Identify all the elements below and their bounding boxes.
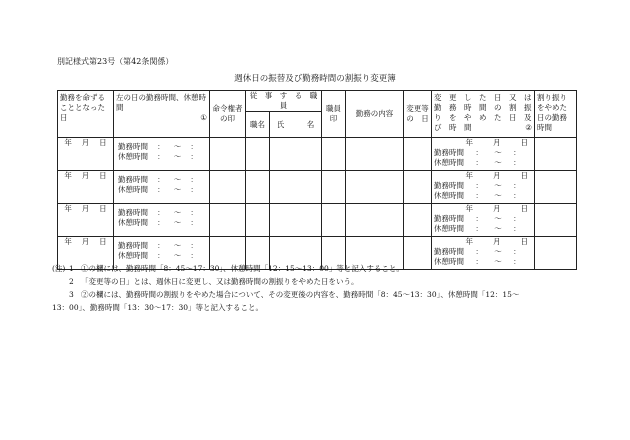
staff-seal-cell[interactable] xyxy=(322,138,346,171)
rest-time-label: 休憩時間 xyxy=(434,191,464,200)
tilde: 〜 xyxy=(494,257,502,266)
ymd-line xyxy=(434,237,532,247)
table-row xyxy=(58,138,577,171)
colon: ： xyxy=(513,247,521,256)
header-staff: 従 事 す る 職 員 xyxy=(246,91,322,112)
colon-sep: ： xyxy=(157,218,165,227)
staff-title-cell[interactable] xyxy=(246,171,270,204)
change-date-cell[interactable] xyxy=(404,138,432,171)
month-label: 月 xyxy=(493,171,501,180)
note-2-number: 2 xyxy=(69,277,74,286)
colon: ： xyxy=(190,208,198,217)
colon-sep: ： xyxy=(157,208,165,217)
rest-time-label: 休憩時間 xyxy=(434,158,464,167)
work-time-line xyxy=(118,142,207,152)
change-date-cell[interactable] xyxy=(404,204,432,237)
work-content-cell[interactable] xyxy=(346,171,404,204)
assigned-date-cell[interactable] xyxy=(58,138,114,171)
work-time-label: 勤務時間 xyxy=(434,247,464,256)
date-placeholder: 年 月 日 xyxy=(64,204,107,213)
colon: ： xyxy=(513,214,521,223)
note-1-number: 1 xyxy=(69,264,74,273)
tilde: 〜 xyxy=(173,152,182,161)
tilde: 〜 xyxy=(494,224,502,233)
year-label: 年 xyxy=(465,138,473,147)
tilde: 〜 xyxy=(173,185,182,194)
day-label: 日 xyxy=(520,171,528,180)
colon: ： xyxy=(190,142,198,151)
work-time-label: 勤務時間 xyxy=(434,148,464,157)
rest-time-label: 休憩時間 xyxy=(118,152,148,161)
work-time-label: 勤務時間 xyxy=(118,142,148,151)
header-staff-name: 氏 名 xyxy=(270,112,322,138)
staff-name-cell[interactable] xyxy=(270,204,322,237)
work-time-label: 勤務時間 xyxy=(118,241,148,250)
work-time-line xyxy=(118,241,207,251)
colon-sep: ： xyxy=(475,181,483,190)
rest-time-line xyxy=(118,185,207,195)
month-label: 月 xyxy=(493,237,501,246)
work-time-label: 勤務時間 xyxy=(118,175,148,184)
assigned-date-cell[interactable] xyxy=(58,171,114,204)
header-changed-day-label: 変 更 し た 日 又 は 勤 務 時 間 の 割 振 り を や め た 日 及 び 時 間 xyxy=(434,93,539,132)
staff-name-cell[interactable] xyxy=(270,171,322,204)
tilde: 〜 xyxy=(494,214,502,223)
colon-sep: ： xyxy=(157,251,165,260)
colon-sep: ： xyxy=(475,247,483,256)
tilde: 〜 xyxy=(173,241,182,250)
rest-time-line xyxy=(118,251,207,261)
mark-1: ① xyxy=(200,113,207,122)
changed-day-cell[interactable] xyxy=(432,204,535,237)
colon-sep: ： xyxy=(157,152,165,161)
work-content-cell[interactable] xyxy=(346,204,404,237)
header-canceled-hours: 割り振りをやめた日の勤務時間 xyxy=(535,91,577,138)
note-1-text: ①の欄には、勤務時間「8：45〜17：30」、休憩時間「12：15〜13：00」等と記入すること。 xyxy=(81,264,404,273)
header-assigned-day: 勤務を命ずることとなった日 xyxy=(58,91,114,138)
day-label: 日 xyxy=(520,237,528,246)
authority-seal-cell[interactable] xyxy=(210,204,246,237)
rest-time-label: 休憩時間 xyxy=(118,251,148,260)
tilde: 〜 xyxy=(173,218,182,227)
header-work-content: 勤務の内容 xyxy=(346,91,404,138)
work-time-label: 勤務時間 xyxy=(434,214,464,223)
colon-sep: ： xyxy=(157,185,165,194)
year-label: 年 xyxy=(465,237,473,246)
year-label: 年 xyxy=(465,171,473,180)
tilde: 〜 xyxy=(494,181,502,190)
year-label: 年 xyxy=(465,204,473,213)
month-label: 月 xyxy=(493,204,501,213)
changed-day-cell[interactable] xyxy=(432,171,535,204)
authority-seal-cell[interactable] xyxy=(210,171,246,204)
notes xyxy=(52,262,592,314)
header-staff-title: 職名 xyxy=(246,112,270,138)
colon-sep: ： xyxy=(475,191,483,200)
tilde: 〜 xyxy=(173,208,182,217)
canceled-hours-cell[interactable] xyxy=(535,171,577,204)
canceled-hours-cell[interactable] xyxy=(535,138,577,171)
work-time-line xyxy=(434,247,532,257)
colon: ： xyxy=(190,175,198,184)
work-time-label: 勤務時間 xyxy=(118,208,148,217)
work-time-line xyxy=(118,208,207,218)
day-label: 日 xyxy=(520,204,528,213)
rest-time-label: 休憩時間 xyxy=(118,185,148,194)
rest-time-label: 休憩時間 xyxy=(434,224,464,233)
changed-day-cell[interactable] xyxy=(432,138,535,171)
date-placeholder: 年 月 日 xyxy=(64,171,107,180)
table-row xyxy=(58,204,577,237)
rest-time-label: 休憩時間 xyxy=(434,257,464,266)
tilde: 〜 xyxy=(173,175,182,184)
tilde: 〜 xyxy=(173,251,182,260)
rest-time-line xyxy=(118,152,207,162)
work-time-line xyxy=(434,214,532,224)
colon-sep: ： xyxy=(475,148,483,157)
rest-time-line xyxy=(434,191,532,201)
month-label: 月 xyxy=(493,138,501,147)
colon-sep: ： xyxy=(475,158,483,167)
colon-sep: ： xyxy=(475,214,483,223)
form-number-label: 別記様式第23号（第42条関係） xyxy=(57,57,174,66)
header-change-date: 変更等の 日 xyxy=(404,91,432,138)
colon: ： xyxy=(513,181,521,190)
work-time-line xyxy=(118,175,207,185)
note-3-text: ②の欄には、勤務時間の割振りをやめた場合について、その変更後の内容を、勤務時間「8：45〜13：30」、休憩時間「12：15〜 xyxy=(81,290,520,299)
note-2-text: 「変更等の日」とは、週休日に変更し、又は勤務時間の割振りをやめた日をいう。 xyxy=(81,277,359,286)
canceled-hours-cell[interactable] xyxy=(535,204,577,237)
tilde: 〜 xyxy=(494,148,502,157)
colon-sep: ： xyxy=(475,257,483,266)
table-row xyxy=(58,171,577,204)
rest-time-label: 休憩時間 xyxy=(118,218,148,227)
header-work-rest-time xyxy=(114,91,210,138)
colon: ： xyxy=(190,251,198,260)
header-work-rest-label: 左の日の勤務時間、休憩時間 xyxy=(116,93,206,112)
ymd-line xyxy=(434,204,532,214)
ymd-line xyxy=(434,138,532,148)
rest-time-line xyxy=(118,218,207,228)
change-date-cell[interactable] xyxy=(404,171,432,204)
colon: ： xyxy=(190,241,198,250)
staff-name-cell[interactable] xyxy=(270,138,322,171)
date-placeholder: 年 月 日 xyxy=(64,237,107,246)
tilde: 〜 xyxy=(173,142,182,151)
tilde: 〜 xyxy=(494,158,502,167)
document-title: 週休日の振替及び勤務時間の割振り変更簿 xyxy=(234,74,396,84)
note-3-number: 3 xyxy=(69,290,74,299)
staff-seal-cell[interactable] xyxy=(322,171,346,204)
tilde: 〜 xyxy=(494,247,502,256)
work-time-label: 勤務時間 xyxy=(434,181,464,190)
work-rest-cell[interactable] xyxy=(114,138,210,171)
note-1 xyxy=(52,262,592,275)
day-label: 日 xyxy=(520,138,528,147)
staff-title-cell[interactable] xyxy=(246,204,270,237)
mark-2: ② xyxy=(525,123,532,132)
colon: ： xyxy=(513,158,521,167)
note-2 xyxy=(52,275,592,288)
header-changed-day xyxy=(432,91,539,138)
header-staff-seal: 職員印 xyxy=(322,91,346,138)
authority-seal-cell[interactable] xyxy=(210,138,246,171)
colon: ： xyxy=(190,185,198,194)
header-authority-seal: 命令権者の印 xyxy=(210,91,246,138)
note-3 xyxy=(52,288,592,301)
rest-time-line xyxy=(434,224,532,234)
note-3-continued: 13：00」、勤務時間「13：30〜17：30」等と記入すること。 xyxy=(52,303,264,312)
colon: ： xyxy=(513,191,521,200)
colon-sep: ： xyxy=(157,175,165,184)
note-prefix: (注) xyxy=(52,264,66,273)
work-time-line xyxy=(434,148,532,158)
colon: ： xyxy=(513,224,521,233)
staff-seal-cell[interactable] xyxy=(322,204,346,237)
ymd-line xyxy=(434,171,532,181)
work-content-cell[interactable] xyxy=(346,138,404,171)
date-placeholder: 年 月 日 xyxy=(64,138,107,147)
colon-sep: ： xyxy=(475,224,483,233)
tilde: 〜 xyxy=(494,191,502,200)
colon: ： xyxy=(190,218,198,227)
colon: ： xyxy=(513,148,521,157)
colon: ： xyxy=(190,152,198,161)
rest-time-line xyxy=(434,158,532,168)
register-table xyxy=(57,90,577,270)
work-time-line xyxy=(434,181,532,191)
work-rest-cell[interactable] xyxy=(114,204,210,237)
work-rest-cell[interactable] xyxy=(114,171,210,204)
colon-sep: ： xyxy=(157,142,165,151)
assigned-date-cell[interactable] xyxy=(58,204,114,237)
staff-title-cell[interactable] xyxy=(246,138,270,171)
colon-sep: ： xyxy=(157,241,165,250)
colon: ： xyxy=(513,257,521,266)
